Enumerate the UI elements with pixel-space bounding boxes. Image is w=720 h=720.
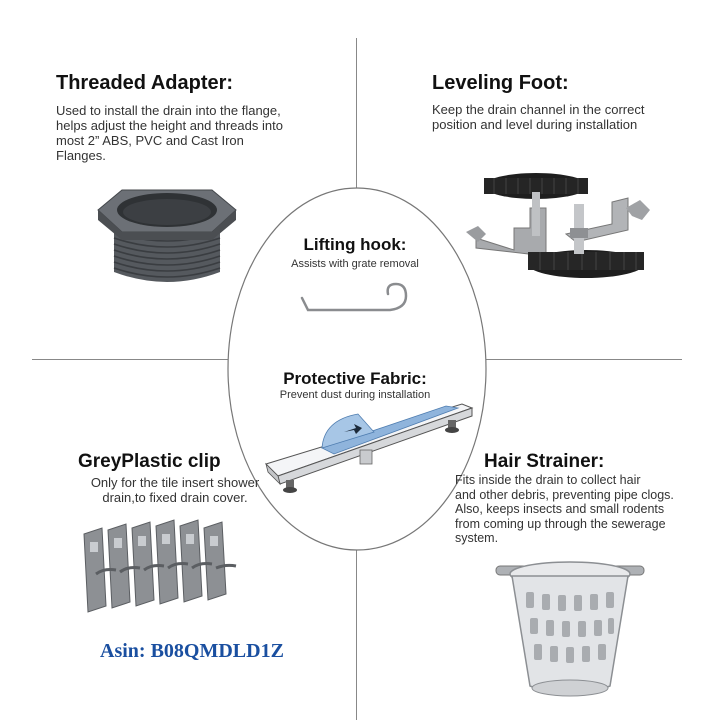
protective-fabric-title: Protective Fabric:	[283, 369, 427, 388]
hair-strainer-basket-icon	[492, 548, 650, 706]
grey-plastic-clip-description: Only for the tile insert shower drain,to fixed drain cover.	[90, 475, 260, 505]
leveling-foot-icon	[466, 168, 666, 290]
asin-label: Asin: B08QMDLD1Z	[100, 640, 284, 662]
hair-strainer-description: Fits inside the drain to collect hair and other debris, preventing pipe clogs. Also, keeps insects and small rodents from coming up through the sewerage system.	[455, 473, 674, 545]
grey-plastic-clip-title: GreyPlastic clip	[78, 451, 221, 472]
lifting-hook-icon	[298, 278, 418, 328]
lifting-hook-title: Lifting hook:	[303, 235, 407, 254]
lifting-hook-description: Assists with grate removal	[291, 258, 419, 270]
threaded-adapter-title: Threaded Adapter:	[56, 72, 234, 94]
plastic-clip-icon	[76, 514, 246, 618]
protective-fabric-description: Prevent dust during installation	[279, 389, 431, 401]
leveling-foot-description: Keep the drain channel in the correct position and level during installation	[432, 102, 645, 132]
threaded-adapter-icon	[92, 180, 242, 295]
leveling-foot-title: Leveling Foot:	[432, 72, 569, 94]
hair-strainer-title: Hair Strainer:	[484, 451, 605, 472]
threaded-adapter-description: Used to install the drain into the flange, helps adjust the height and threads into most 2” ABS, PVC and Cast Iron Flanges.	[56, 103, 283, 163]
